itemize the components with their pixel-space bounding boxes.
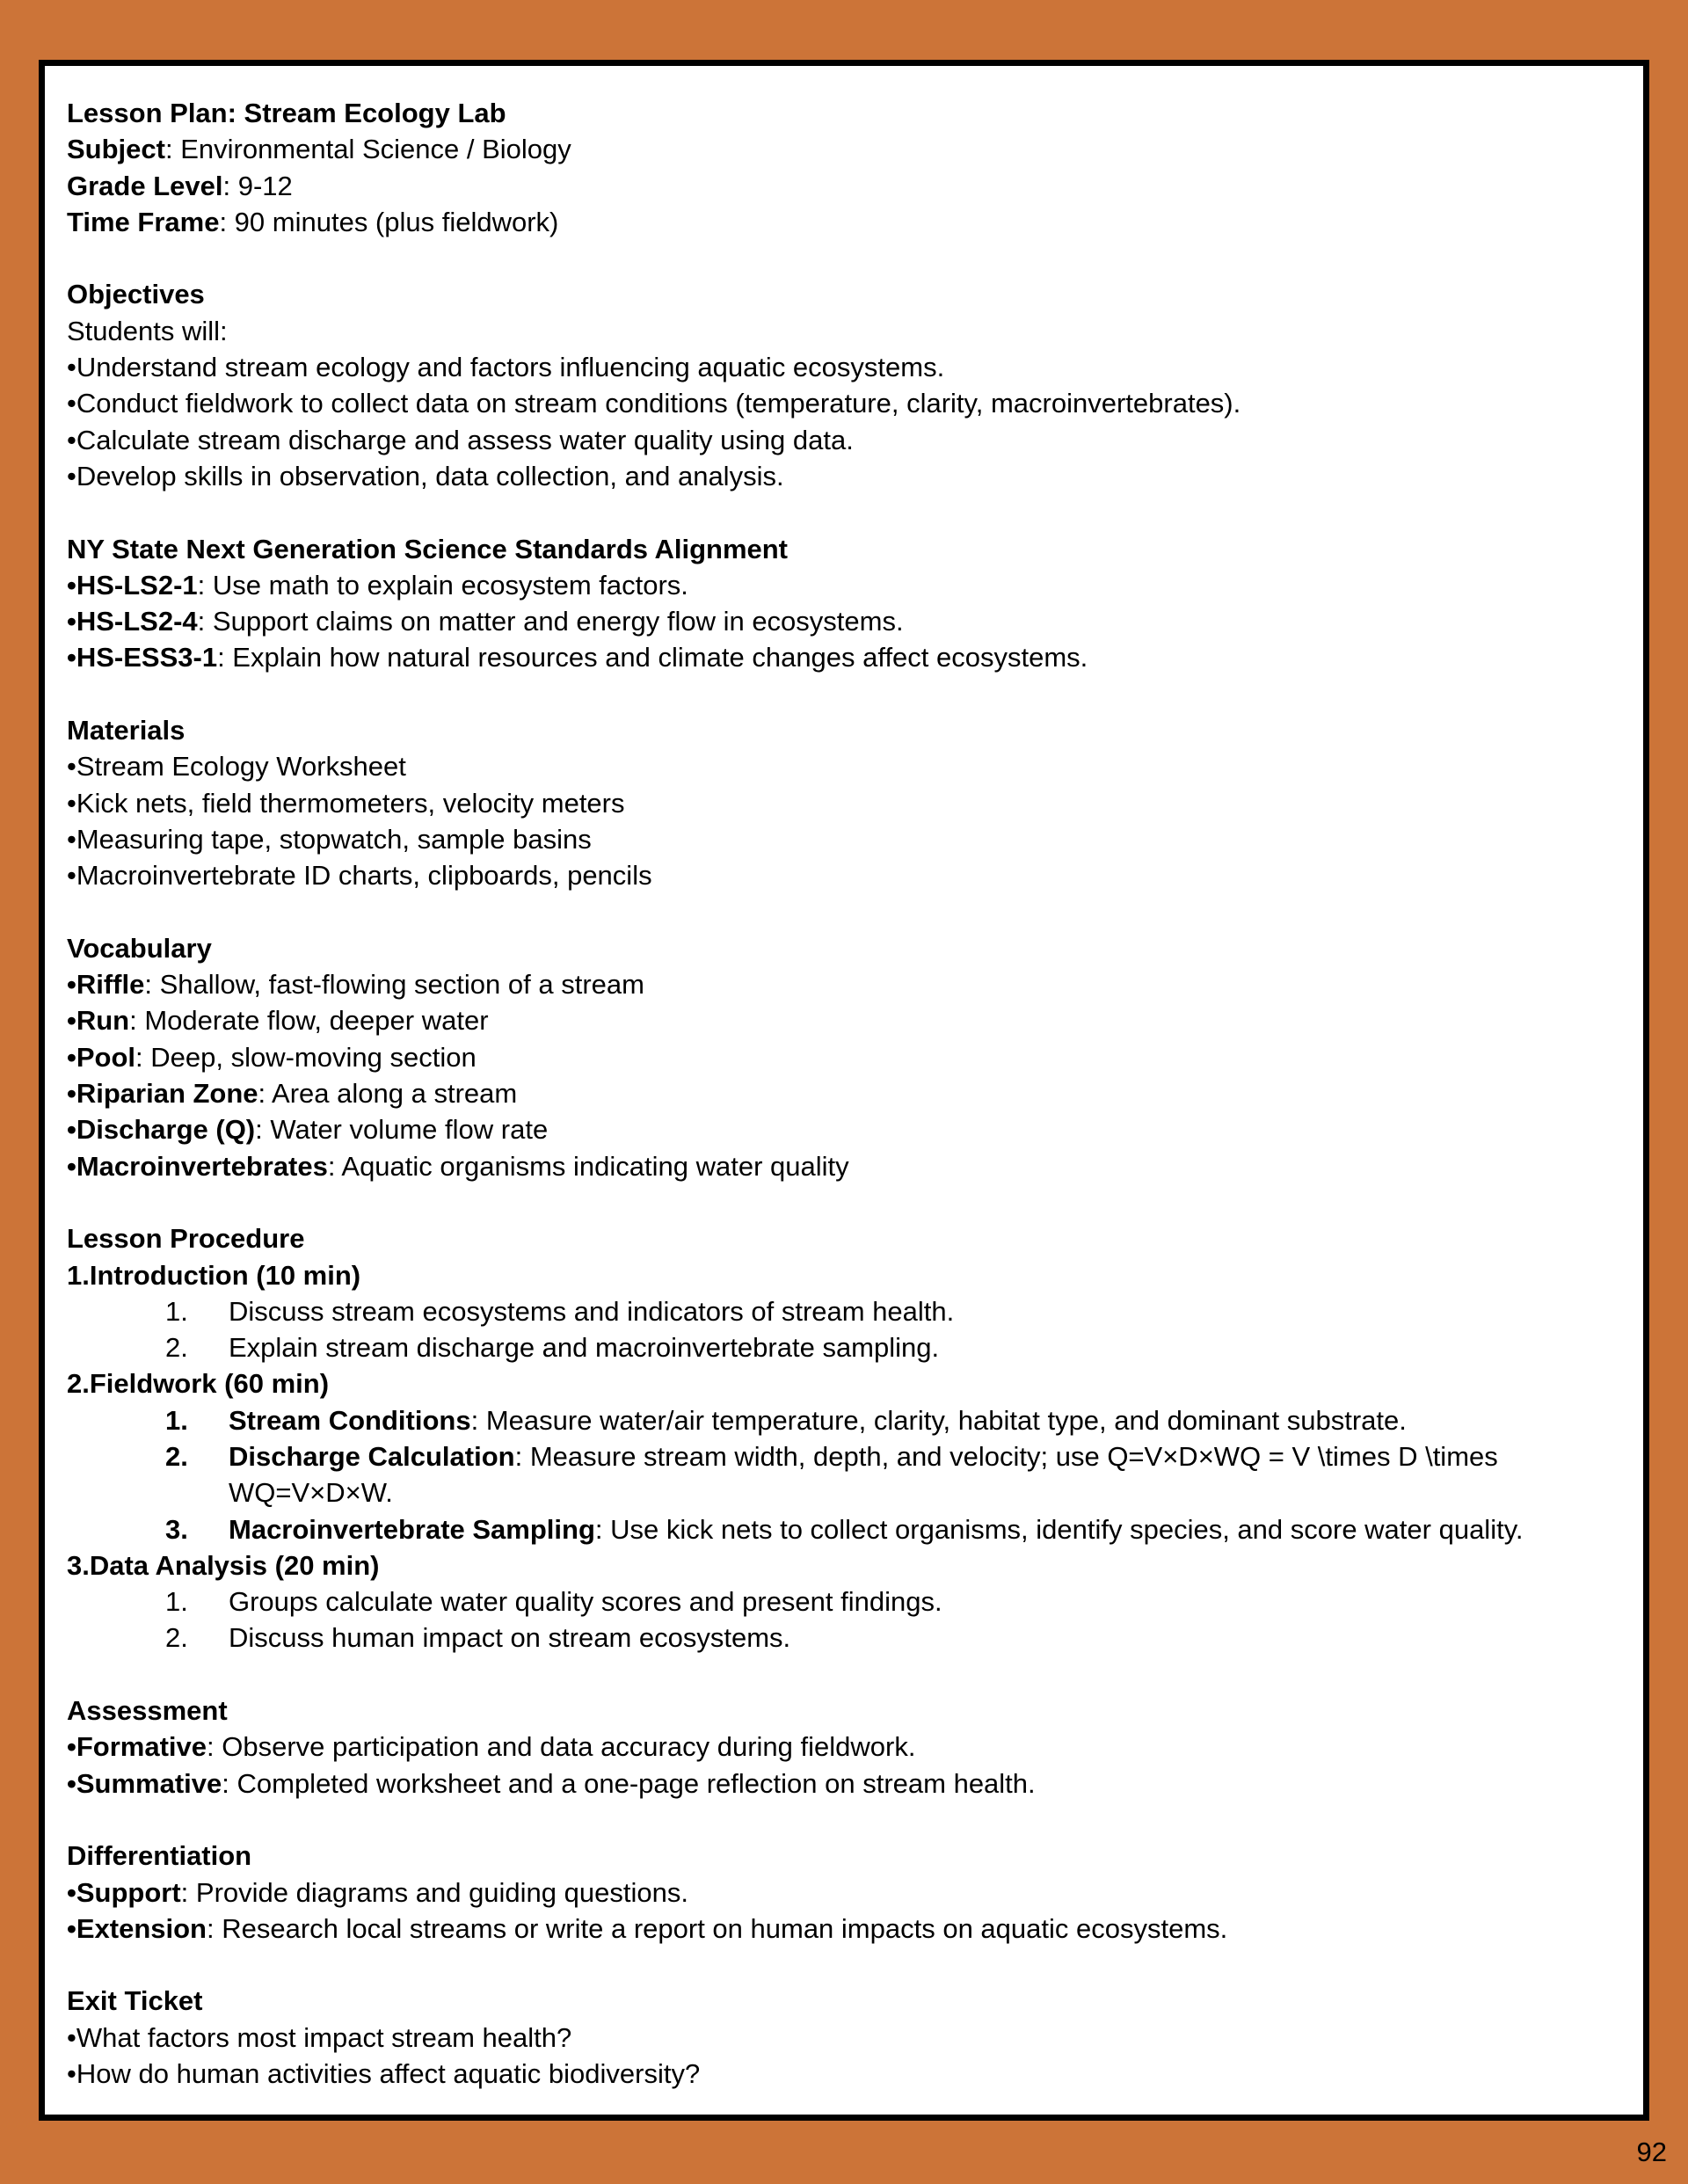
procedure-step [67,1438,1621,1474]
standard-text: : Support claims on matter and energy flow in ecosystems. [197,606,904,637]
assessment-label: •Summative [67,1767,222,1799]
vocab-definition: : Water volume flow rate [255,1114,549,1146]
step-text: : Measure water/air temperature, clarity, habitat type, and dominant substrate. [470,1404,1407,1436]
differentiation-item [67,1875,1621,1911]
step-number: 3. [165,1513,188,1545]
step-text: Discuss human impact on stream ecosystems. [229,1622,791,1654]
vocab-definition: : Moderate flow, deeper water [129,1005,489,1037]
procedure-phase-title: 2.Fieldwork (60 min) [67,1368,330,1400]
standard-code: •HS-LS2-1 [67,569,198,601]
step-text: Explain stream discharge and macroinvertebrate sampling. [229,1332,940,1364]
procedure-heading: Lesson Procedure [67,1223,305,1255]
subject-line [67,131,1621,167]
grade-line [67,168,1621,204]
standard-item [67,603,1621,639]
grade-label: Grade Level [67,170,223,201]
exit-ticket-question: •How do human activities affect aquatic biodiversity? [67,2058,701,2090]
time-label: Time Frame [67,206,220,237]
vocab-item [67,1002,1621,1038]
material-item: •Macroinvertebrate ID charts, clipboards, pencils [67,860,652,892]
procedure-step [67,1402,1621,1438]
standard-text: : Explain how natural resources and climate changes affect ecosystems. [217,642,1088,673]
standards-heading: NY State Next Generation Science Standards Alignment [67,533,789,564]
vocabulary-heading: Vocabulary [67,932,212,964]
differentiation-text: : Research local streams or write a report on human impacts on aquatic ecosystems. [207,1912,1228,1944]
objective-item: •Develop skills in observation, data collection, and analysis. [67,460,784,491]
vocab-item [67,966,1621,1002]
differentiation-label: •Extension [67,1912,207,1944]
lesson-plan-page [39,60,1649,2121]
objectives-heading: Objectives [67,279,205,310]
assessment-heading: Assessment [67,1695,228,1727]
procedure-phase-title: 3.Data Analysis (20 min) [67,1549,380,1581]
lesson-title: Lesson Plan: Stream Ecology Lab [67,98,506,128]
procedure-step [67,1620,1621,1656]
standard-text: : Use math to explain ecosystem factors. [197,569,688,601]
objective-item: •Conduct fieldwork to collect data on stream conditions (temperature, clarity, macroinvertebrates). [67,388,1241,419]
assessment-label: •Formative [67,1731,207,1763]
vocab-item [67,1075,1621,1111]
vocab-term: •Discharge (Q) [67,1114,256,1146]
time-line [67,204,1621,240]
vocab-item [67,1039,1621,1075]
standard-code: •HS-ESS3-1 [67,642,218,673]
vocab-definition: : Deep, slow-moving section [135,1041,477,1073]
step-number: 2. [165,1622,188,1654]
step-text: : Measure stream width, depth, and velocity; use Q=V×D×WQ = V \times D \times [514,1440,1498,1472]
vocab-item [67,1148,1621,1184]
standard-code: •HS-LS2-4 [67,606,198,637]
materials-heading: Materials [67,715,186,746]
grade-value: : 9-12 [222,170,293,201]
differentiation-text: : Provide diagrams and guiding questions. [180,1876,688,1908]
objective-item: •Calculate stream discharge and assess water quality using data. [67,424,854,455]
subject-label: Subject [67,134,165,165]
step-text: Groups calculate water quality scores and present findings. [229,1586,942,1618]
step-text: Discuss stream ecosystems and indicators of stream health. [229,1295,955,1327]
vocab-definition: : Area along a stream [258,1078,518,1110]
material-item: •Measuring tape, stopwatch, sample basins [67,823,592,855]
time-value: : 90 minutes (plus fieldwork) [219,206,559,237]
vocab-term: •Riparian Zone [67,1078,258,1110]
vocab-term: •Riffle [67,969,145,1001]
step-label: Discharge Calculation [229,1440,515,1472]
step-number: 1. [165,1586,188,1618]
step-number: 1. [165,1295,188,1327]
subject-value: : Environmental Science / Biology [164,134,571,165]
step-number: 2. [165,1440,188,1472]
vocab-definition: : Aquatic organisms indicating water quality [327,1150,849,1182]
step-number: 2. [165,1332,188,1364]
exit-ticket-question: •What factors most impact stream health? [67,2021,572,2053]
assessment-text: : Observe participation and data accuracy during fieldwork. [207,1731,916,1763]
step-text: : Use kick nets to collect organisms, identify species, and score water quality. [594,1513,1524,1545]
assessment-text: : Completed worksheet and a one-page reflection on stream health. [222,1767,1036,1799]
exit-ticket-heading: Exit Ticket [67,1985,203,2017]
vocab-term: •Macroinvertebrates [67,1150,328,1182]
procedure-step [67,1511,1621,1547]
differentiation-label: •Support [67,1876,181,1908]
vocab-item [67,1111,1621,1147]
step-label: Stream Conditions [229,1404,471,1436]
material-item: •Stream Ecology Worksheet [67,751,406,783]
vocab-definition: : Shallow, fast-flowing section of a stream [144,969,644,1001]
differentiation-heading: Differentiation [67,1840,252,1872]
standard-item [67,567,1621,603]
vocab-term: •Pool [67,1041,136,1073]
procedure-phase-title: 1.Introduction (10 min) [67,1259,361,1291]
objective-item: •Understand stream ecology and factors influencing aquatic ecosystems. [67,352,945,383]
step-continuation: WQ=V×D×W. [229,1477,393,1509]
procedure-step [67,1293,1621,1329]
step-label: Macroinvertebrate Sampling [229,1513,595,1545]
assessment-item [67,1765,1621,1802]
procedure-step [67,1583,1621,1620]
vocab-term: •Run [67,1005,130,1037]
page-number: 92 [1636,2137,1667,2167]
objectives-intro: Students will: [67,315,228,346]
differentiation-item [67,1911,1621,1947]
assessment-item [67,1729,1621,1765]
standard-item [67,639,1621,675]
material-item: •Kick nets, field thermometers, velocity meters [67,787,625,819]
procedure-step [67,1329,1621,1365]
step-number: 1. [165,1404,188,1436]
